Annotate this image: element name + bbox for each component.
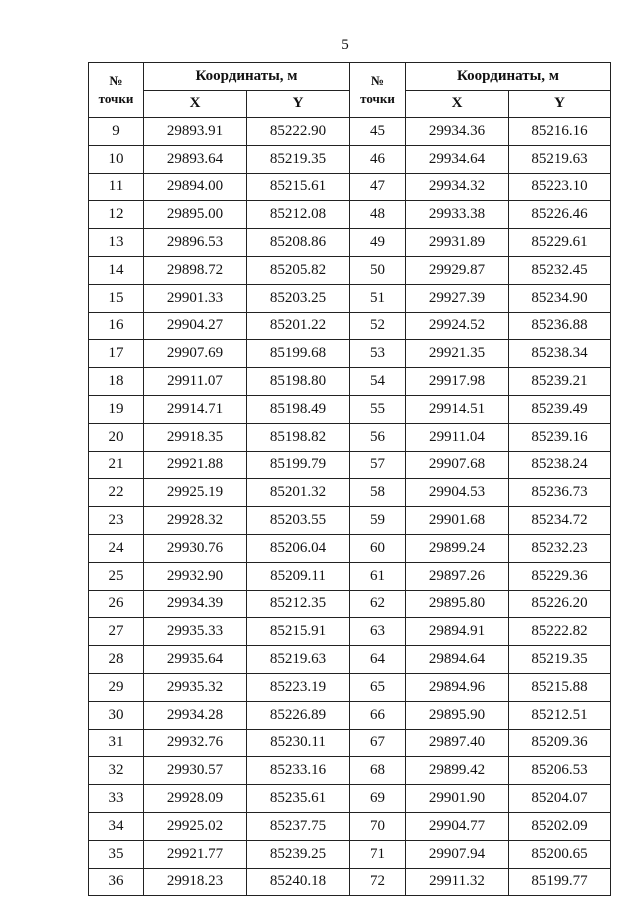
- point-number-cell: 60: [350, 534, 406, 562]
- x-coordinate-cell: 29896.53: [144, 229, 247, 257]
- table-row: [89, 201, 611, 229]
- table-row: [89, 173, 611, 201]
- point-number-cell: 20: [89, 423, 144, 451]
- point-number-cell: 50: [350, 256, 406, 284]
- x-coordinate-cell: 29928.09: [144, 785, 247, 813]
- point-number-word: точки: [360, 91, 395, 106]
- y-header-left: Y: [247, 90, 350, 118]
- table-row: [89, 507, 611, 535]
- x-coordinate-cell: 29894.91: [406, 618, 509, 646]
- y-coordinate-cell: 85199.68: [247, 340, 350, 368]
- point-number-cell: 69: [350, 785, 406, 813]
- point-number-cell: 56: [350, 423, 406, 451]
- point-number-cell: 10: [89, 145, 144, 173]
- x-coordinate-cell: 29895.80: [406, 590, 509, 618]
- y-coordinate-cell: 85209.36: [509, 729, 611, 757]
- x-coordinate-cell: 29930.57: [144, 757, 247, 785]
- x-coordinate-cell: 29914.51: [406, 395, 509, 423]
- y-coordinate-cell: 85201.32: [247, 479, 350, 507]
- x-coordinate-cell: 29928.32: [144, 507, 247, 535]
- table-row: [89, 451, 611, 479]
- x-coordinate-cell: 29911.32: [406, 868, 509, 896]
- table-row: [89, 701, 611, 729]
- y-coordinate-cell: 85199.77: [509, 868, 611, 896]
- point-number-cell: 24: [89, 534, 144, 562]
- point-number-header-left: [89, 63, 144, 118]
- point-number-cell: 63: [350, 618, 406, 646]
- y-coordinate-cell: 85233.16: [247, 757, 350, 785]
- x-coordinate-cell: 29921.77: [144, 840, 247, 868]
- point-number-cell: 26: [89, 590, 144, 618]
- table-row: [89, 868, 611, 896]
- y-coordinate-cell: 85204.07: [509, 785, 611, 813]
- y-coordinate-cell: 85238.24: [509, 451, 611, 479]
- x-coordinate-cell: 29893.64: [144, 145, 247, 173]
- table-row: [89, 284, 611, 312]
- y-coordinate-cell: 85203.25: [247, 284, 350, 312]
- table-row: [89, 368, 611, 396]
- y-coordinate-cell: 85219.35: [247, 145, 350, 173]
- x-coordinate-cell: 29921.35: [406, 340, 509, 368]
- x-coordinate-cell: 29914.71: [144, 395, 247, 423]
- point-number-cell: 29: [89, 673, 144, 701]
- point-number-cell: 46: [350, 145, 406, 173]
- point-number-cell: 33: [89, 785, 144, 813]
- y-coordinate-cell: 85223.19: [247, 673, 350, 701]
- y-coordinate-cell: 85219.63: [509, 145, 611, 173]
- table-row: [89, 812, 611, 840]
- y-coordinate-cell: 85239.49: [509, 395, 611, 423]
- point-number-cell: 67: [350, 729, 406, 757]
- point-number-cell: 25: [89, 562, 144, 590]
- point-number-cell: 71: [350, 840, 406, 868]
- table-row: [89, 395, 611, 423]
- x-coordinate-cell: 29895.90: [406, 701, 509, 729]
- x-coordinate-cell: 29921.88: [144, 451, 247, 479]
- table-row: [89, 256, 611, 284]
- y-coordinate-cell: 85226.46: [509, 201, 611, 229]
- point-number-cell: 70: [350, 812, 406, 840]
- point-number-cell: 54: [350, 368, 406, 396]
- y-coordinate-cell: 85201.22: [247, 312, 350, 340]
- point-number-cell: 52: [350, 312, 406, 340]
- x-coordinate-cell: 29898.72: [144, 256, 247, 284]
- coordinates-header-right: Координаты, м: [406, 63, 611, 91]
- point-number-cell: 66: [350, 701, 406, 729]
- y-coordinate-cell: 85232.23: [509, 534, 611, 562]
- point-number-cell: 22: [89, 479, 144, 507]
- y-header-right: Y: [509, 90, 611, 118]
- y-coordinate-cell: 85215.61: [247, 173, 350, 201]
- table-row: [89, 590, 611, 618]
- table-row: [89, 340, 611, 368]
- x-coordinate-cell: 29918.23: [144, 868, 247, 896]
- point-number-cell: 9: [89, 118, 144, 146]
- x-coordinate-cell: 29904.53: [406, 479, 509, 507]
- y-coordinate-cell: 85229.36: [509, 562, 611, 590]
- point-number-cell: 49: [350, 229, 406, 257]
- y-coordinate-cell: 85206.53: [509, 757, 611, 785]
- y-coordinate-cell: 85236.73: [509, 479, 611, 507]
- point-number-cell: 65: [350, 673, 406, 701]
- point-number-cell: 64: [350, 646, 406, 674]
- page-number: 5: [341, 37, 349, 53]
- table-row: [89, 840, 611, 868]
- point-number-cell: 62: [350, 590, 406, 618]
- point-number-cell: 11: [89, 173, 144, 201]
- x-coordinate-cell: 29934.28: [144, 701, 247, 729]
- y-coordinate-cell: 85232.45: [509, 256, 611, 284]
- point-number-cell: 18: [89, 368, 144, 396]
- y-coordinate-cell: 85198.82: [247, 423, 350, 451]
- point-number-cell: 51: [350, 284, 406, 312]
- point-number-cell: 45: [350, 118, 406, 146]
- table-row: [89, 646, 611, 674]
- x-coordinate-cell: 29930.76: [144, 534, 247, 562]
- y-coordinate-cell: 85198.49: [247, 395, 350, 423]
- coordinates-table: [88, 62, 611, 896]
- y-coordinate-cell: 85216.16: [509, 118, 611, 146]
- x-coordinate-cell: 29934.39: [144, 590, 247, 618]
- table-row: [89, 423, 611, 451]
- x-coordinate-cell: 29918.35: [144, 423, 247, 451]
- table-row: [89, 534, 611, 562]
- y-coordinate-cell: 85239.21: [509, 368, 611, 396]
- point-number-cell: 72: [350, 868, 406, 896]
- x-coordinate-cell: 29901.68: [406, 507, 509, 535]
- x-header-left: X: [144, 90, 247, 118]
- y-coordinate-cell: 85203.55: [247, 507, 350, 535]
- y-coordinate-cell: 85215.88: [509, 673, 611, 701]
- point-number-cell: 36: [89, 868, 144, 896]
- x-coordinate-cell: 29907.69: [144, 340, 247, 368]
- point-number-cell: 28: [89, 646, 144, 674]
- y-coordinate-cell: 85212.35: [247, 590, 350, 618]
- x-coordinate-cell: 29933.38: [406, 201, 509, 229]
- x-coordinate-cell: 29894.00: [144, 173, 247, 201]
- y-coordinate-cell: 85219.63: [247, 646, 350, 674]
- table-row: [89, 757, 611, 785]
- coordinates-header-left: Координаты, м: [144, 63, 350, 91]
- table-row: [89, 145, 611, 173]
- x-coordinate-cell: 29932.90: [144, 562, 247, 590]
- x-coordinate-cell: 29917.98: [406, 368, 509, 396]
- point-number-cell: 57: [350, 451, 406, 479]
- y-coordinate-cell: 85234.90: [509, 284, 611, 312]
- y-coordinate-cell: 85236.88: [509, 312, 611, 340]
- table-header: [89, 63, 611, 118]
- point-number-cell: 59: [350, 507, 406, 535]
- y-coordinate-cell: 85226.20: [509, 590, 611, 618]
- point-number-cell: 12: [89, 201, 144, 229]
- x-coordinate-cell: 29925.19: [144, 479, 247, 507]
- y-coordinate-cell: 85219.35: [509, 646, 611, 674]
- y-coordinate-cell: 85238.34: [509, 340, 611, 368]
- point-number-cell: 35: [89, 840, 144, 868]
- y-coordinate-cell: 85239.16: [509, 423, 611, 451]
- point-number-symbol: №: [109, 73, 123, 89]
- x-coordinate-cell: 29904.77: [406, 812, 509, 840]
- point-number-cell: 14: [89, 256, 144, 284]
- x-coordinate-cell: 29935.64: [144, 646, 247, 674]
- y-coordinate-cell: 85212.51: [509, 701, 611, 729]
- x-coordinate-cell: 29934.36: [406, 118, 509, 146]
- point-number-cell: 58: [350, 479, 406, 507]
- point-number-cell: 17: [89, 340, 144, 368]
- x-coordinate-cell: 29935.33: [144, 618, 247, 646]
- y-coordinate-cell: 85200.65: [509, 840, 611, 868]
- point-number-cell: 23: [89, 507, 144, 535]
- y-coordinate-cell: 85229.61: [509, 229, 611, 257]
- point-number-cell: 21: [89, 451, 144, 479]
- y-coordinate-cell: 85223.10: [509, 173, 611, 201]
- x-coordinate-cell: 29901.33: [144, 284, 247, 312]
- point-number-cell: 13: [89, 229, 144, 257]
- y-coordinate-cell: 85212.08: [247, 201, 350, 229]
- x-coordinate-cell: 29911.07: [144, 368, 247, 396]
- point-number-cell: 34: [89, 812, 144, 840]
- x-coordinate-cell: 29904.27: [144, 312, 247, 340]
- y-coordinate-cell: 85230.11: [247, 729, 350, 757]
- y-coordinate-cell: 85199.79: [247, 451, 350, 479]
- y-coordinate-cell: 85240.18: [247, 868, 350, 896]
- table-row: [89, 479, 611, 507]
- x-coordinate-cell: 29907.94: [406, 840, 509, 868]
- y-coordinate-cell: 85222.90: [247, 118, 350, 146]
- y-coordinate-cell: 85205.82: [247, 256, 350, 284]
- x-coordinate-cell: 29907.68: [406, 451, 509, 479]
- x-coordinate-cell: 29901.90: [406, 785, 509, 813]
- table-row: [89, 312, 611, 340]
- x-coordinate-cell: 29899.24: [406, 534, 509, 562]
- point-number-cell: 61: [350, 562, 406, 590]
- y-coordinate-cell: 85234.72: [509, 507, 611, 535]
- point-number-cell: 27: [89, 618, 144, 646]
- y-coordinate-cell: 85206.04: [247, 534, 350, 562]
- x-coordinate-cell: 29934.64: [406, 145, 509, 173]
- x-coordinate-cell: 29894.64: [406, 646, 509, 674]
- point-number-cell: 15: [89, 284, 144, 312]
- point-number-cell: 48: [350, 201, 406, 229]
- table-row: [89, 785, 611, 813]
- x-coordinate-cell: 29895.00: [144, 201, 247, 229]
- y-coordinate-cell: 85198.80: [247, 368, 350, 396]
- y-coordinate-cell: 85208.86: [247, 229, 350, 257]
- y-coordinate-cell: 85237.75: [247, 812, 350, 840]
- point-number-cell: 53: [350, 340, 406, 368]
- y-coordinate-cell: 85235.61: [247, 785, 350, 813]
- y-coordinate-cell: 85239.25: [247, 840, 350, 868]
- x-coordinate-cell: 29935.32: [144, 673, 247, 701]
- x-coordinate-cell: 29897.40: [406, 729, 509, 757]
- table-row: [89, 618, 611, 646]
- point-number-cell: 30: [89, 701, 144, 729]
- x-coordinate-cell: 29934.32: [406, 173, 509, 201]
- x-coordinate-cell: 29897.26: [406, 562, 509, 590]
- point-number-cell: 16: [89, 312, 144, 340]
- point-number-cell: 19: [89, 395, 144, 423]
- x-coordinate-cell: 29931.89: [406, 229, 509, 257]
- x-coordinate-cell: 29929.87: [406, 256, 509, 284]
- x-coordinate-cell: 29927.39: [406, 284, 509, 312]
- table-row: [89, 229, 611, 257]
- table-row: [89, 673, 611, 701]
- table-row: [89, 729, 611, 757]
- point-number-cell: 68: [350, 757, 406, 785]
- y-coordinate-cell: 85222.82: [509, 618, 611, 646]
- y-coordinate-cell: 85215.91: [247, 618, 350, 646]
- x-coordinate-cell: 29932.76: [144, 729, 247, 757]
- x-coordinate-cell: 29924.52: [406, 312, 509, 340]
- point-number-cell: 55: [350, 395, 406, 423]
- x-coordinate-cell: 29899.42: [406, 757, 509, 785]
- point-number-cell: 47: [350, 173, 406, 201]
- x-header-right: X: [406, 90, 509, 118]
- table-row: [89, 118, 611, 146]
- x-coordinate-cell: 29911.04: [406, 423, 509, 451]
- table-row: [89, 562, 611, 590]
- y-coordinate-cell: 85202.09: [509, 812, 611, 840]
- point-number-symbol: №: [370, 73, 385, 89]
- point-number-word: точки: [98, 91, 134, 106]
- point-number-cell: 31: [89, 729, 144, 757]
- y-coordinate-cell: 85209.11: [247, 562, 350, 590]
- x-coordinate-cell: 29925.02: [144, 812, 247, 840]
- x-coordinate-cell: 29894.96: [406, 673, 509, 701]
- x-coordinate-cell: 29893.91: [144, 118, 247, 146]
- point-number-header-right: [350, 63, 406, 118]
- point-number-cell: 32: [89, 757, 144, 785]
- y-coordinate-cell: 85226.89: [247, 701, 350, 729]
- table-body: [89, 118, 611, 896]
